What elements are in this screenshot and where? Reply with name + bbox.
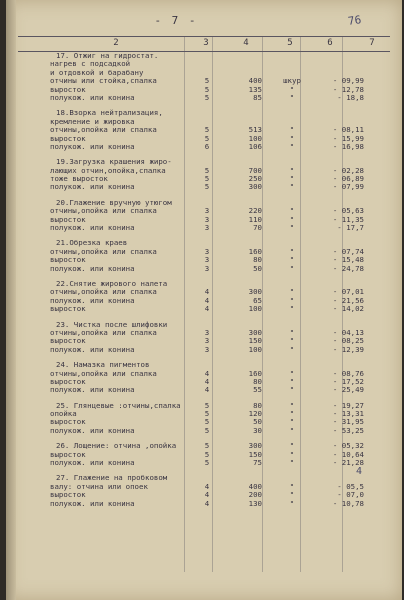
operation-name: полукож. или конина <box>50 425 135 435</box>
operation-name: 21.Обрезка краев <box>56 238 128 248</box>
grade-cell: 5 <box>204 76 210 86</box>
operation-name: выросток <box>50 214 86 224</box>
norm-cell: 75 <box>253 458 262 468</box>
grade-cell: 4 <box>204 368 210 378</box>
operation-name: отчины или стойка,спалка <box>50 76 157 86</box>
operation-name: нагрев с подсадкой <box>50 59 131 69</box>
table-row <box>18 459 390 467</box>
unit-cell: " <box>289 223 295 233</box>
norm-cell: 300 <box>248 182 262 192</box>
unit-cell: " <box>289 425 295 435</box>
operation-name: 26. Лощение: отчина ,опойка <box>56 441 177 451</box>
grade-cell: 6 <box>204 141 210 151</box>
operation-name: лающих отчин,опойка,спалка <box>50 165 166 175</box>
norm-cell: 150 <box>248 336 262 346</box>
column-header: 3 <box>203 38 209 48</box>
operation-name: 18.Взорка нейтрализация, <box>56 108 163 118</box>
norm-cell: 110 <box>248 214 262 224</box>
operation-name: полукож. или конина <box>50 344 135 354</box>
operation-section <box>18 321 390 355</box>
rate-cell: - 08,11 <box>332 125 364 135</box>
unit-cell: " <box>289 481 295 491</box>
rate-cell: - 21,56 <box>332 295 364 305</box>
rates-table-body <box>18 52 390 515</box>
operation-section <box>18 239 390 273</box>
norm-cell: 150 <box>248 449 262 459</box>
operation-name: полукож. или конина <box>50 263 135 273</box>
rate-cell: - 04,13 <box>332 327 364 337</box>
column-header: 6 <box>327 38 333 48</box>
rate-cell: - 16,98 <box>332 141 364 151</box>
operation-section <box>18 52 390 102</box>
operation-name: полукож. или конина <box>50 498 135 508</box>
operation-name: отчины,опойка или спалка <box>50 206 157 216</box>
operation-name: выросток <box>50 133 86 143</box>
grade-cell: 3 <box>204 214 210 224</box>
table-row <box>18 183 390 191</box>
grade-cell: 4 <box>204 481 210 491</box>
table-row <box>18 224 390 232</box>
grade-cell: 3 <box>204 327 210 337</box>
unit-cell: " <box>289 133 295 143</box>
operation-name: полукож. или конина <box>50 295 135 305</box>
norm-cell: 200 <box>248 490 262 500</box>
table-row <box>18 500 390 508</box>
grade-cell: 5 <box>204 133 210 143</box>
page-binding-edge <box>6 0 16 600</box>
grade-cell: 5 <box>204 409 210 419</box>
unit-cell: " <box>289 165 295 175</box>
norm-cell: 250 <box>248 174 262 184</box>
table-row <box>18 143 390 151</box>
grade-cell: 5 <box>204 165 210 175</box>
unit-cell: шкур <box>283 76 301 86</box>
operation-name: полукож. или конина <box>50 223 135 233</box>
grade-cell: 5 <box>204 441 210 451</box>
rate-cell: - 08,25 <box>332 336 364 346</box>
unit-cell: " <box>289 385 295 395</box>
rate-cell: - 06,89 <box>332 174 364 184</box>
norm-cell: 300 <box>248 287 262 297</box>
grade-cell: 4 <box>204 498 210 508</box>
operation-name: выросток <box>50 376 86 386</box>
unit-cell: " <box>289 304 295 314</box>
rate-cell: - 24,78 <box>332 263 364 273</box>
grade-cell: 4 <box>204 385 210 395</box>
unit-cell: " <box>289 490 295 500</box>
operation-name: отчины,опойка или спалка <box>50 287 157 297</box>
grade-cell: 5 <box>204 92 210 102</box>
table-row <box>18 346 390 354</box>
handwritten-page-stamp: 76 <box>347 13 363 28</box>
norm-cell: 160 <box>248 246 262 256</box>
operation-section <box>18 158 390 192</box>
rate-cell: - 10,64 <box>332 449 364 459</box>
unit-cell: " <box>289 368 295 378</box>
operation-name: тоже выросток <box>50 174 108 184</box>
rate-cell: - 11,35 <box>332 214 364 224</box>
norm-cell: 50 <box>253 263 262 273</box>
rate-cell: - 14,02 <box>332 304 364 314</box>
norm-cell: 160 <box>248 368 262 378</box>
grade-cell: 5 <box>204 417 210 427</box>
rate-cell: - 17,52 <box>332 376 364 386</box>
operation-name: 25. Глянцевые :отчины,спалка <box>56 400 181 410</box>
unit-cell: " <box>289 255 295 265</box>
rate-cell: - 21,28 <box>332 458 364 468</box>
norm-cell: 55 <box>253 385 262 395</box>
table-row <box>18 265 390 273</box>
operation-name: 20.Глажение вручную утюгом <box>56 197 172 207</box>
rate-cell: - 07,74 <box>332 246 364 256</box>
table-row <box>18 386 390 394</box>
unit-cell: " <box>289 125 295 135</box>
grade-cell: 5 <box>204 449 210 459</box>
unit-cell: " <box>289 376 295 386</box>
rate-cell: - 08,76 <box>332 368 364 378</box>
grade-cell: 3 <box>204 223 210 233</box>
norm-cell: 65 <box>253 295 262 305</box>
norm-cell: 513 <box>248 125 262 135</box>
norm-cell: 30 <box>253 425 262 435</box>
grade-cell: 5 <box>204 182 210 192</box>
grade-cell: 5 <box>204 125 210 135</box>
table-row <box>18 94 390 102</box>
unit-cell: " <box>289 400 295 410</box>
operation-name: выросток <box>50 84 86 94</box>
grade-cell: 3 <box>204 263 210 273</box>
operation-section <box>18 199 390 233</box>
grade-cell: 3 <box>204 336 210 346</box>
operation-name: выросток <box>50 336 86 346</box>
page-number: - 7 - <box>154 14 198 27</box>
grade-cell: 5 <box>204 84 210 94</box>
operation-section <box>18 280 390 314</box>
norm-cell: 220 <box>248 206 262 216</box>
grade-cell: 3 <box>204 246 210 256</box>
norm-cell: 80 <box>253 255 262 265</box>
grade-cell: 3 <box>204 255 210 265</box>
operation-section <box>18 442 390 467</box>
grade-cell: 5 <box>204 458 210 468</box>
operation-name: полукож. или конина <box>50 92 135 102</box>
unit-cell: " <box>289 449 295 459</box>
grade-cell: 4 <box>204 295 210 305</box>
unit-cell: " <box>289 409 295 419</box>
unit-cell: " <box>289 458 295 468</box>
norm-cell: 100 <box>248 133 262 143</box>
rate-cell: - 15,99 <box>332 133 364 143</box>
unit-cell: " <box>289 206 295 216</box>
unit-cell: " <box>289 336 295 346</box>
unit-cell: " <box>289 141 295 151</box>
grade-cell: 5 <box>204 400 210 410</box>
rate-cell: - 19,27 <box>332 400 364 410</box>
unit-cell: " <box>289 417 295 427</box>
column-header: 5 <box>287 38 293 48</box>
operation-name: отчины,опойка или спалка <box>50 368 157 378</box>
grade-cell: 4 <box>204 376 210 386</box>
unit-cell: " <box>289 327 295 337</box>
grade-cell: 3 <box>204 206 210 216</box>
operation-name: отчины,опойка или спалка <box>50 246 157 256</box>
unit-cell: " <box>289 263 295 273</box>
operation-name: выросток <box>50 449 86 459</box>
operation-name: выросток <box>50 304 86 314</box>
rate-cell: - 13,31 <box>332 409 364 419</box>
norm-cell: 130 <box>248 498 262 508</box>
operation-name: полукож. или конина <box>50 385 135 395</box>
operation-name: опойка <box>50 409 77 419</box>
table-row <box>18 427 390 435</box>
norm-cell: 120 <box>248 409 262 419</box>
norm-cell: 700 <box>248 165 262 175</box>
unit-cell: " <box>289 344 295 354</box>
norm-cell: 106 <box>248 141 262 151</box>
norm-cell: 400 <box>248 481 262 491</box>
rate-cell: - 05,32 <box>332 441 364 451</box>
rate-cell: - 07,0 <box>337 490 364 500</box>
operation-name: кремление и жировка <box>50 116 135 126</box>
column-header: 4 <box>243 38 249 48</box>
unit-cell: " <box>289 174 295 184</box>
rate-cell: - 10,78 <box>332 498 364 508</box>
rate-cell: - 31,95 <box>332 417 364 427</box>
operation-name: 23. Чистка после шлифовки <box>56 319 168 329</box>
unit-cell: " <box>289 214 295 224</box>
rate-cell: - 09,99 <box>332 76 364 86</box>
grade-cell: 5 <box>204 425 210 435</box>
grade-cell: 4 <box>204 304 210 314</box>
operation-name: 17. Отжиг на гидростат. <box>56 51 159 60</box>
rate-cell: - 17,7 <box>337 223 364 233</box>
norm-cell: 135 <box>248 84 262 94</box>
grade-cell: 5 <box>204 174 210 184</box>
norm-cell: 85 <box>253 92 262 102</box>
operation-name: 19.Загрузка крашения жиро- <box>56 157 172 167</box>
norm-cell: 80 <box>253 400 262 410</box>
rate-cell: - 12,39 <box>332 344 364 354</box>
unit-cell: " <box>289 92 295 102</box>
unit-cell: " <box>289 84 295 94</box>
operation-name: и отдовкой и барабану <box>50 67 144 77</box>
norm-cell: 300 <box>248 441 262 451</box>
operation-name: выросток <box>50 490 86 500</box>
operation-section <box>18 109 390 151</box>
rate-cell: - 02,28 <box>332 165 364 175</box>
rate-cell: - 05,63 <box>332 206 364 216</box>
norm-cell: 70 <box>253 223 262 233</box>
rate-cell: - 18,8 <box>337 92 364 102</box>
operation-name: полукож. или конина <box>50 182 135 192</box>
operation-section <box>18 474 390 508</box>
unit-cell: " <box>289 182 295 192</box>
operation-name: валу: отчина или опоек <box>50 481 148 491</box>
column-header: 7 <box>369 38 375 48</box>
grade-cell: 4 <box>204 287 210 297</box>
operation-name: отчины,опойка или спалка <box>50 125 157 135</box>
rate-cell: - 53,25 <box>332 425 364 435</box>
operation-name: 27. Глажение на пробковом <box>56 473 168 483</box>
operation-name: 22.Снятие жирового налета <box>56 278 168 288</box>
unit-cell: " <box>289 498 295 508</box>
norm-cell: 100 <box>248 344 262 354</box>
grade-cell: 3 <box>204 344 210 354</box>
unit-cell: " <box>289 441 295 451</box>
unit-cell: " <box>289 246 295 256</box>
handwritten-margin-mark: 4 <box>356 466 363 477</box>
column-header: 2 <box>113 38 119 48</box>
norm-cell: 80 <box>253 376 262 386</box>
rate-cell: - 07,99 <box>332 182 364 192</box>
operation-name: отчины,опойка или спалка <box>50 327 157 337</box>
operation-name: полукож. или конина <box>50 141 135 151</box>
operation-section <box>18 361 390 395</box>
rate-cell: - 07,01 <box>332 287 364 297</box>
table-row <box>18 305 390 313</box>
rate-cell: - 25,49 <box>332 385 364 395</box>
norm-cell: 300 <box>248 327 262 337</box>
operation-section <box>18 402 390 436</box>
operation-name: 24. Намазка пигментов <box>56 360 150 370</box>
operation-name: полукож. или конина <box>50 458 135 468</box>
operation-name: выросток <box>50 255 86 265</box>
table-header <box>18 36 390 52</box>
norm-cell: 50 <box>253 417 262 427</box>
document-page <box>6 0 402 600</box>
rate-cell: - 05,5 <box>337 481 364 491</box>
grade-cell: 4 <box>204 490 210 500</box>
unit-cell: " <box>289 295 295 305</box>
unit-cell: " <box>289 287 295 297</box>
norm-cell: 100 <box>248 304 262 314</box>
operation-name: выросток <box>50 417 86 427</box>
norm-cell: 400 <box>248 76 262 86</box>
rate-cell: - 12,78 <box>332 84 364 94</box>
rate-cell: - 15,48 <box>332 255 364 265</box>
